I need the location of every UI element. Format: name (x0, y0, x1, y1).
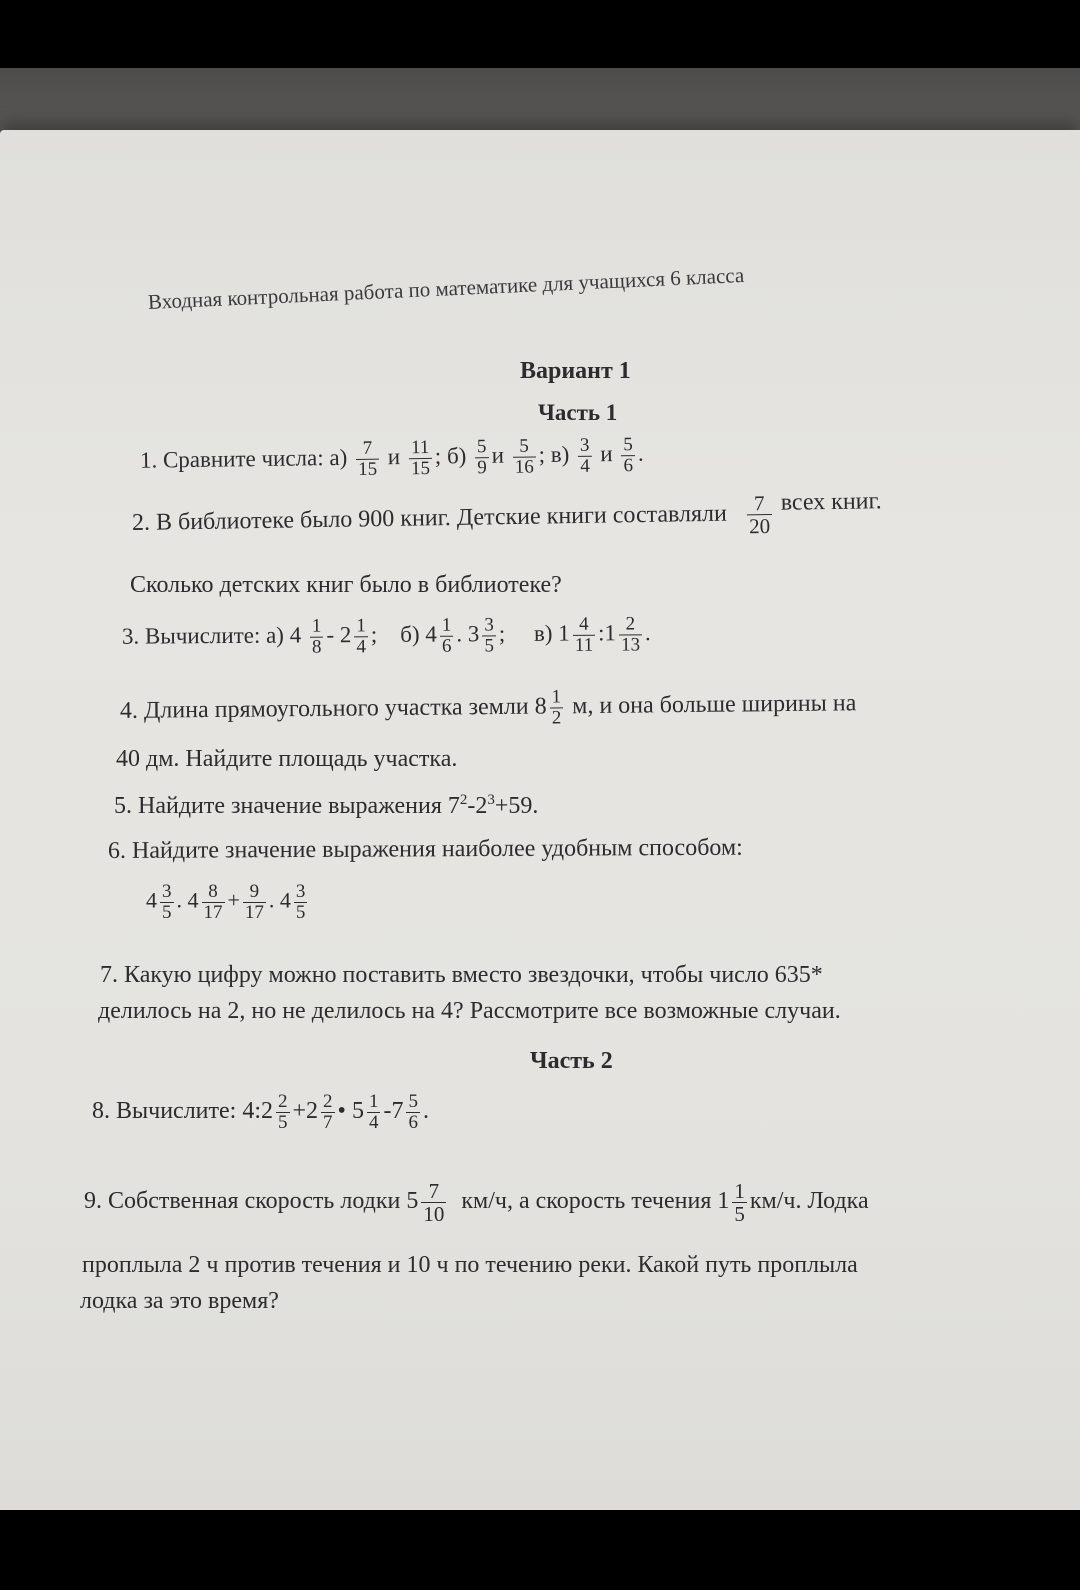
q1-and: и (387, 444, 401, 470)
q9-mid: км/ч, а скорость течения 1 (461, 1188, 730, 1215)
q1-and: и (600, 441, 613, 467)
q6-whole: 4 (146, 887, 157, 913)
q8-fraction-4: $\frac{5}{6}$ (408, 1091, 418, 1133)
q3-fraction-a2: $\frac{1}{4}$ (356, 615, 366, 658)
q2-tail: всех книг. (780, 488, 882, 516)
question-8 (92, 1092, 429, 1133)
q3-lead: 3. Вычислите: а) 4 (121, 622, 302, 649)
question-4 (120, 684, 857, 733)
photo-background (0, 68, 1080, 1510)
q2-fraction: $\frac{7}{20}$ (747, 492, 773, 537)
question-5 (114, 792, 538, 820)
question-6-expression (146, 882, 310, 923)
q9-fraction-2: $\frac{1}{5}$ (734, 1179, 745, 1227)
q6-fraction-4: $\frac{3}{5}$ (295, 881, 306, 923)
q3-dot: . 3 (456, 621, 480, 647)
q5-text: 5. Найдите значение выражения 7 (114, 793, 460, 819)
q3-fraction-b1: $\frac{1}{6}$ (441, 614, 452, 657)
question-2-line2: Сколько детских книг было в библиотеке? (130, 572, 562, 598)
q1-fraction-v2: $\frac{5}{6}$ (623, 434, 634, 477)
q3-fraction-b2: $\frac{3}{5}$ (484, 614, 495, 657)
q5-power: 3 (487, 792, 495, 808)
q1-lead: 1. Сравните числа: а) (139, 444, 348, 473)
q1-fraction-v1: $\frac{3}{4}$ (579, 434, 590, 477)
question-1 (140, 435, 644, 483)
q8-lead: 8. Вычислите: 4:2 (92, 1097, 273, 1124)
q3-v: в) 1 (533, 620, 570, 646)
q4-fraction: $\frac{1}{2}$ (551, 686, 562, 729)
q1-fraction-b1: $\frac{5}{9}$ (476, 436, 487, 479)
q1-and: и (491, 442, 505, 468)
q3-fraction-v2: $\frac{2}{13}$ (619, 614, 642, 655)
q8-times: • 5 (337, 1097, 364, 1124)
q6-fraction-2: $\frac{8}{17}$ (203, 881, 223, 923)
q8-end: . (422, 1097, 429, 1124)
q3-fraction-a1: $\frac{1}{8}$ (311, 615, 322, 658)
q1-sep-v: ; в) (538, 441, 570, 468)
question-2 (132, 488, 883, 547)
question-7-line1: 7. Какую цифру можно поставить вместо звездочки, чтобы число 635* (100, 962, 823, 988)
q1-sep-b: ; б) (434, 443, 467, 469)
q8-plus: +2 (292, 1097, 319, 1124)
question-7-line2: делилось на 2, но не делилось на 4? Рассмотрите все возможные случаи. (98, 998, 841, 1024)
q6-whole: . 4 (268, 887, 291, 913)
question-9-line3: лодка за это время? (80, 1288, 279, 1314)
variant-heading: Вариант 1 (520, 358, 631, 384)
part1-heading: Часть 1 (538, 400, 618, 425)
q3-sep: ; (498, 621, 506, 647)
q4-lead: 4. Длина прямоугольного участка земли 8 (119, 693, 547, 724)
q3-sep: ; (370, 621, 378, 647)
q8-fraction-3: $\frac{1}{4}$ (368, 1091, 379, 1133)
q6-whole: . 4 (176, 887, 199, 913)
q8-fraction-2: $\frac{2}{7}$ (323, 1091, 333, 1133)
question-4-line2: 40 дм. Найдите площадь участка. (116, 746, 458, 772)
question-9-line2: проплыла 2 ч против течения и 10 ч по течению реки. Какой путь проплыла (82, 1252, 858, 1278)
q4-tail: м, и она больше ширины на (572, 690, 857, 720)
q8-minus: -7 (383, 1097, 404, 1124)
q1-fraction-a1: $\frac{7}{15}$ (356, 439, 380, 480)
q1-fraction-a2: $\frac{11}{15}$ (409, 438, 433, 479)
q3-fraction-v1: $\frac{4}{11}$ (573, 615, 596, 656)
worksheet-title: Входная контрольная работа по математике для учащихся 6 класса (147, 262, 745, 314)
question-3 (122, 614, 651, 659)
q5-end: +59. (494, 793, 539, 819)
question-6: 6. Найдите значение выражения наиболее удобным способом: (107, 834, 743, 864)
q1-end: . (637, 440, 644, 466)
q3-b: б) 4 (400, 621, 437, 647)
q8-fraction-1: $\frac{2}{5}$ (278, 1091, 288, 1133)
q3-minus: - 2 (326, 622, 352, 648)
q3-div: :1 (597, 620, 617, 646)
q6-plus: + (227, 887, 240, 913)
q9-lead: 9. Собственная скорость лодки 5 (84, 1188, 419, 1215)
q2-lead: 2. В библиотеке было 900 книг. Детские книги составляли (131, 500, 728, 536)
q1-fraction-b2: $\frac{5}{16}$ (512, 436, 536, 477)
q5-mid: -2 (467, 793, 488, 819)
q3-end: . (644, 620, 651, 646)
q9-tail: км/ч. Лодка (749, 1188, 869, 1215)
q6-fraction-1: $\frac{3}{5}$ (162, 881, 172, 923)
q9-fraction-1: $\frac{7}{10}$ (423, 1179, 445, 1227)
paper-sheet (0, 130, 1080, 1510)
q6-fraction-3: $\frac{9}{17}$ (244, 881, 264, 923)
part2-heading: Часть 2 (530, 1048, 613, 1074)
question-9 (84, 1180, 869, 1225)
q5-power: 2 (459, 792, 468, 808)
